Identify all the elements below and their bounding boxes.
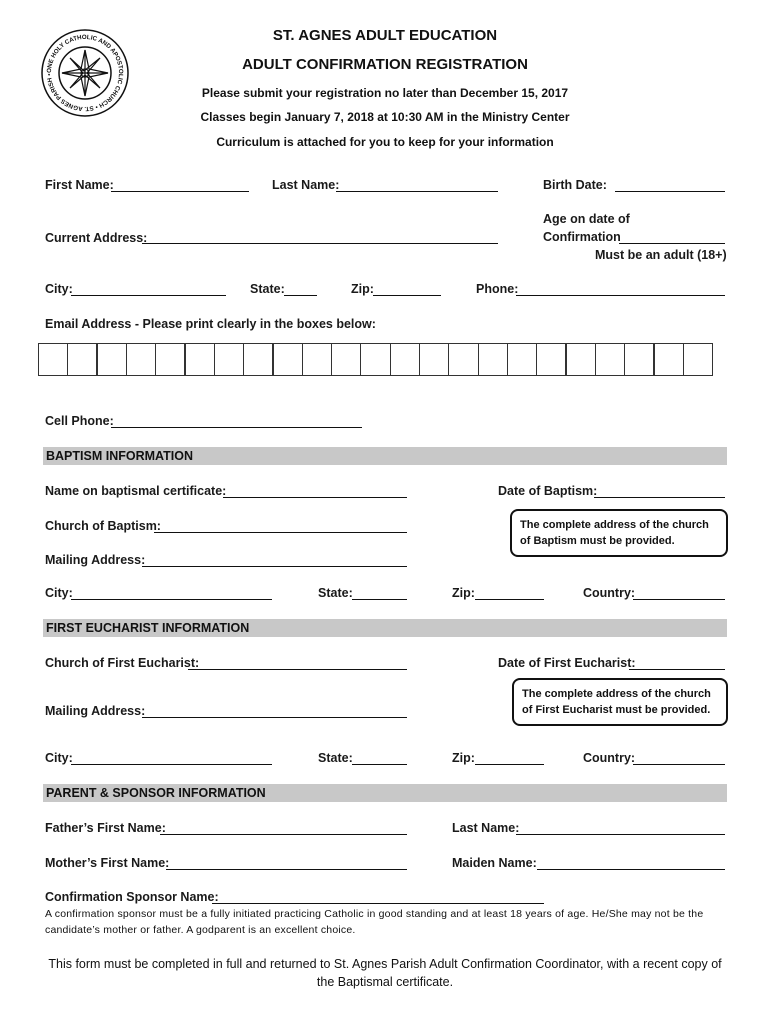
baptism-section-header [43, 447, 727, 465]
last-name-field[interactable] [336, 191, 498, 192]
eucharist-date-label: Date of First Eucharist: [498, 656, 636, 670]
email-box[interactable] [155, 343, 186, 376]
baptism-state-field[interactable] [352, 599, 407, 600]
sponsor-name-label: Confirmation Sponsor Name: [45, 890, 219, 904]
eucharist-church-label: Church of First Eucharist: [45, 656, 200, 670]
email-box[interactable] [624, 343, 655, 376]
email-box[interactable] [565, 343, 596, 376]
baptismal-name-field[interactable] [223, 497, 407, 498]
maiden-name-label: Maiden Name: [452, 856, 537, 870]
class-start-text: Classes begin January 7, 2018 at 10:30 AM in the Ministry Center [200, 110, 570, 124]
last-name-label: Last Name: [272, 178, 340, 192]
eucharist-zip-field[interactable] [475, 764, 544, 765]
deadline-text: Please submit your registration no later than December 15, 2017 [201, 86, 569, 100]
eucharist-mailing-label: Mailing Address: [45, 704, 146, 718]
birth-date-label: Birth Date: [543, 178, 607, 192]
father-last-name-field[interactable] [516, 834, 725, 835]
baptism-zip-label: Zip: [452, 586, 475, 600]
first-name-field[interactable] [111, 191, 249, 192]
email-box[interactable] [331, 343, 362, 376]
sponsor-requirement-note: A confirmation sponsor must be a fully initiated practicing Catholic in good standing and at least 18 years of age. He/She may not be the candidate’s mother or father. A godparent is an excellent choice. [45, 908, 704, 936]
email-box[interactable] [478, 343, 509, 376]
state-label: State: [250, 282, 285, 296]
form-subtitle: ADULT CONFIRMATION REGISTRATION [242, 56, 528, 73]
father-name-label: Father’s First Name: [45, 821, 166, 835]
email-box[interactable] [653, 343, 684, 376]
email-boxes[interactable] [39, 343, 713, 376]
zip-field[interactable] [373, 295, 441, 296]
baptism-address-note: The complete address of the church of Baptism must be provided. [510, 509, 728, 557]
svg-text:ONE HOLY CATHOLIC AND APOSTOLI: ONE HOLY CATHOLIC AND APOSTOLIC CHURCH • ST. AGNES PARISH • [45, 33, 125, 113]
baptism-church-field[interactable] [154, 532, 407, 533]
eucharist-state-field[interactable] [352, 764, 407, 765]
birth-date-field[interactable] [615, 191, 725, 192]
eucharist-date-field[interactable] [629, 669, 725, 670]
zip-label: Zip: [351, 282, 374, 296]
age-label: Age on date of [543, 212, 630, 226]
email-box[interactable] [184, 343, 215, 376]
maiden-name-field[interactable] [537, 869, 725, 870]
father-last-name-label: Last Name: [452, 821, 520, 835]
city-label: City: [45, 282, 73, 296]
eucharist-heading: FIRST EUCHARIST INFORMATION [46, 621, 250, 635]
email-box[interactable] [419, 343, 450, 376]
email-box[interactable] [448, 343, 479, 376]
current-address-label: Current Address: [45, 231, 148, 245]
cell-phone-field[interactable] [111, 427, 362, 428]
eucharist-mailing-field[interactable] [142, 717, 407, 718]
mother-name-label: Mother’s First Name: [45, 856, 170, 870]
email-box[interactable] [536, 343, 567, 376]
phone-label: Phone: [476, 282, 519, 296]
baptism-state-label: State: [318, 586, 353, 600]
baptism-city-field[interactable] [71, 599, 272, 600]
mother-name-field[interactable] [166, 869, 407, 870]
email-box[interactable] [302, 343, 333, 376]
email-box[interactable] [214, 343, 245, 376]
form-title: ST. AGNES ADULT EDUCATION [272, 27, 498, 44]
baptism-city-label: City: [45, 586, 73, 600]
email-box[interactable] [96, 343, 127, 376]
baptismal-name-label: Name on baptismal certificate: [45, 484, 227, 498]
email-box[interactable] [390, 343, 421, 376]
email-box[interactable] [595, 343, 626, 376]
email-box[interactable] [243, 343, 274, 376]
eucharist-section-header [43, 619, 727, 637]
city-field[interactable] [71, 295, 226, 296]
sponsor-name-field[interactable] [212, 903, 544, 904]
baptism-zip-field[interactable] [475, 599, 544, 600]
confirmation-age-label: Confirmation [543, 230, 621, 244]
email-box[interactable] [126, 343, 157, 376]
eucharist-church-field[interactable] [188, 669, 407, 670]
father-name-field[interactable] [160, 834, 407, 835]
baptism-heading: BAPTISM INFORMATION [46, 449, 193, 463]
email-box[interactable] [38, 343, 69, 376]
baptism-date-label: Date of Baptism: [498, 484, 598, 498]
cell-phone-label: Cell Phone: [45, 414, 114, 428]
sponsor-section-header [43, 784, 727, 802]
eucharist-address-note: The complete address of the church of First Eucharist must be provided. [512, 678, 728, 726]
eucharist-country-label: Country: [583, 751, 636, 765]
email-box[interactable] [360, 343, 391, 376]
email-box[interactable] [683, 343, 714, 376]
baptism-date-field[interactable] [594, 497, 725, 498]
curriculum-text: Curriculum is attached for you to keep for your information [216, 135, 554, 149]
baptism-church-label: Church of Baptism: [45, 519, 161, 533]
confirmation-age-field[interactable] [619, 243, 725, 244]
eucharist-zip-label: Zip: [452, 751, 475, 765]
eucharist-state-label: State: [318, 751, 353, 765]
email-label: Email Address - Please print clearly in the boxes below: [45, 317, 376, 331]
current-address-field[interactable] [142, 243, 498, 244]
state-field[interactable] [284, 295, 317, 296]
email-box[interactable] [507, 343, 538, 376]
submission-instructions: This form must be completed in full and returned to St. Agnes Parish Adult Confirmation Coordinator, with a recent copy of the Baptismal certificate. [48, 957, 722, 989]
baptism-country-label: Country: [583, 586, 636, 600]
email-box[interactable] [67, 343, 98, 376]
baptism-country-field[interactable] [633, 599, 725, 600]
phone-field[interactable] [516, 295, 725, 296]
email-box[interactable] [272, 343, 303, 376]
eucharist-city-field[interactable] [71, 764, 272, 765]
sponsor-heading: PARENT & SPONSOR INFORMATION [46, 786, 266, 800]
eucharist-country-field[interactable] [633, 764, 725, 765]
adult-requirement-note: Must be an adult (18+) [595, 248, 727, 262]
baptism-mailing-field[interactable] [142, 566, 407, 567]
eucharist-city-label: City: [45, 751, 73, 765]
first-name-label: First Name: [45, 178, 114, 192]
baptism-mailing-label: Mailing Address: [45, 553, 146, 567]
